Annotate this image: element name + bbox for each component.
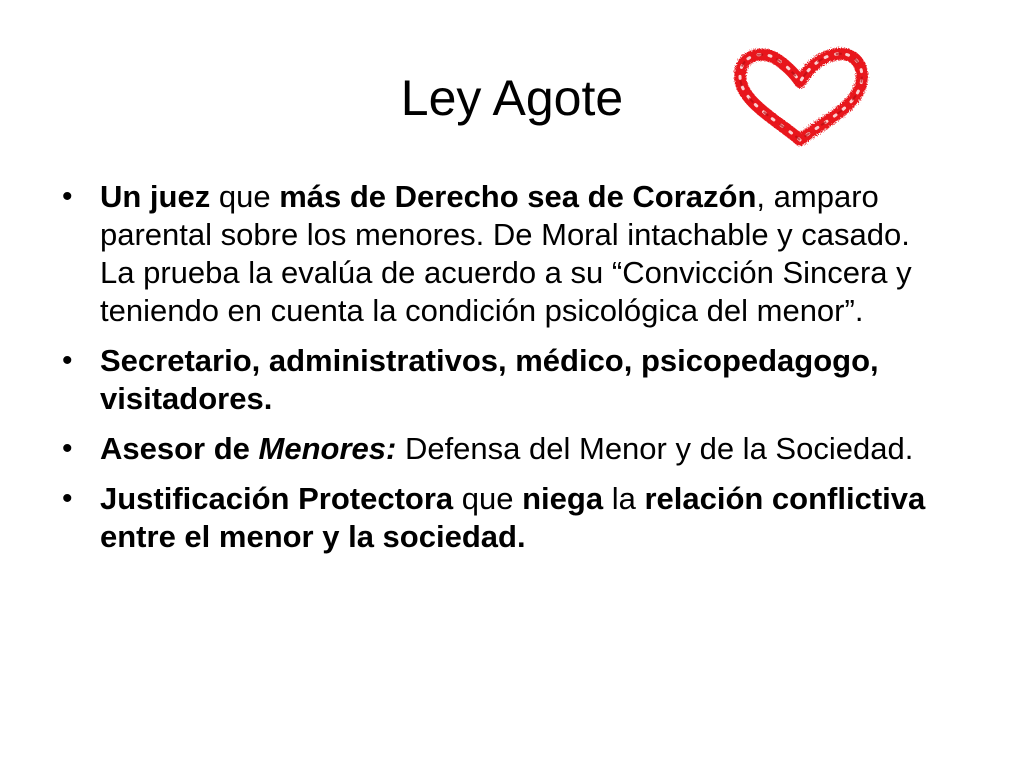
bullet-marker: • [62,482,73,515]
bullet-marker: • [62,180,73,213]
bullet-list [62,178,942,568]
bullet-item [62,342,942,418]
bullet-text-run: Secretario, administrativos, médico, psicopedagogo, visitadores. [100,343,879,416]
bullet-text-run: Un juez [100,179,211,214]
bullet-text-run: más de Derecho sea de Corazón [279,179,757,214]
bullet-text-run: relación conflictiva entre el menor y la sociedad. [100,481,926,554]
bullet-text-run: la [603,481,645,516]
heart-icon [725,40,875,152]
bullet-text-run: Asesor de [100,431,259,466]
bullet-text-run: Defensa del Menor y de la Sociedad. [396,431,914,466]
bullet-text-run: niega [522,481,604,516]
bullet-item [62,430,942,468]
bullet-marker: • [62,344,73,377]
slide-title: Ley Agote [400,70,624,126]
bullet-item [62,480,942,556]
bullet-text-run: , amparo parental sobre los menores. De Moral intachable y casado. La prueba la evalúa de acuerdo a su “Convicción Sincera y teniendo en cuenta la condición psicológica del menor”. [100,179,912,328]
bullet-text-run: que [210,179,280,214]
bullet-text-run: Justificación Protectora [100,481,454,516]
bullet-item [62,178,942,330]
bullet-text-run: que [453,481,523,516]
bullet-text-run: Menores: [258,431,397,466]
bullet-marker: • [62,432,73,465]
